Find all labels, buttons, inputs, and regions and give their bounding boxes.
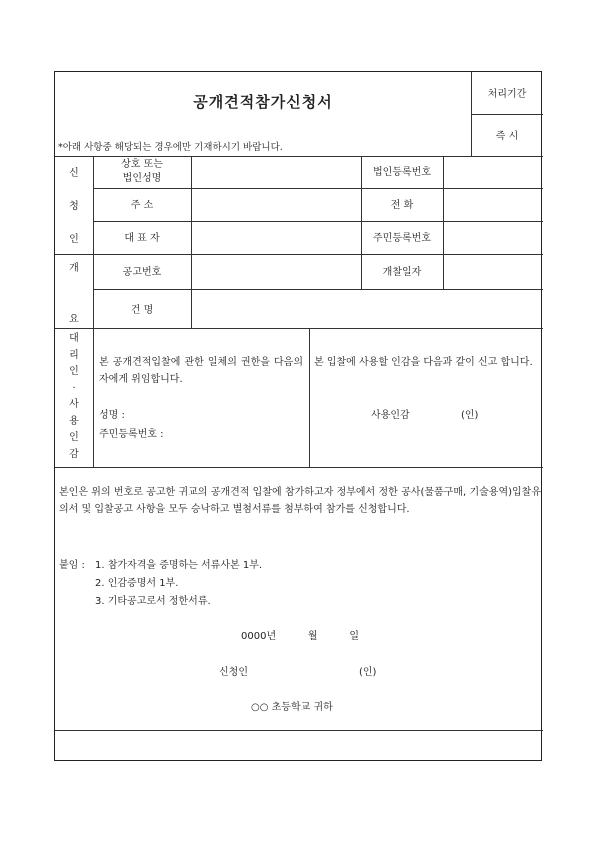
seal-stamp-area[interactable]	[415, 402, 459, 428]
representative-field[interactable]	[192, 222, 360, 253]
resident-reg-number-field[interactable]	[444, 222, 542, 253]
applicant-signature-label: 신청인	[219, 667, 248, 678]
overview-section-label: 개 요	[69, 263, 79, 325]
footer-divider	[55, 730, 543, 731]
seal-label: 사용인감	[371, 410, 410, 421]
attachments-label: 붙임 :	[59, 560, 85, 571]
corp-reg-number-field[interactable]	[444, 157, 542, 187]
address-label: 주 소	[130, 200, 154, 211]
processing-period-label: 처리기간	[487, 89, 527, 100]
applicant-signature-field[interactable]	[255, 662, 355, 680]
seal-mark: (인)	[461, 410, 479, 421]
application-form	[54, 71, 542, 761]
page-title: 공개견적참가신청서	[193, 93, 333, 111]
instruction-note: *아래 사항중 해당되는 경우에만 기재하시기 바랍니다.	[58, 142, 283, 153]
processing-period-value: 즉 시	[495, 131, 519, 142]
application-statement: 본인은 위의 번호로 공고한 귀교의 공개견적 입찰에 참가하고자 정부에서 정한 공사(물품구매, 기술용역)입찰유의서 및 입찰공고 사항을 모두 승낙하고 별첨서류를 첨부하여 참가를 신청합니다.	[59, 487, 541, 515]
company-name-label: 상호 또는 법인성명	[121, 159, 163, 184]
recipient-line: ○○ 초등학교 귀하	[251, 702, 333, 713]
address-field[interactable]	[192, 189, 360, 220]
case-name-field[interactable]	[192, 290, 542, 327]
resident-reg-number-label: 주민등록번호	[373, 233, 431, 244]
delegation-text: 본 공개견적입찰에 관한 일체의 권한을 다음의 자에게 위임합니다.	[99, 357, 303, 385]
applicant-seal-mark: (인)	[359, 667, 377, 678]
agent-resident-number-label: 주민등록번호 :	[99, 429, 164, 440]
notice-number-label: 공고번호	[122, 267, 162, 278]
agent-name-field[interactable]	[131, 407, 301, 423]
representative-label: 대 표 자	[124, 233, 160, 244]
attachment-item: 3. 기타공고로서 정한서류.	[95, 596, 211, 607]
phone-field[interactable]	[444, 189, 542, 220]
opening-date-label: 개찰일자	[382, 267, 422, 278]
attachment-item: 1. 참가자격을 증명하는 서류사본 1부.	[95, 560, 263, 571]
agent-section-label: 대 리 인 · 사 용 인 감	[69, 333, 79, 460]
opening-date-field[interactable]	[444, 255, 542, 288]
phone-label: 전 화	[390, 200, 414, 211]
applicant-section-label: 신 청 인	[69, 168, 79, 245]
notice-number-field[interactable]	[192, 255, 360, 288]
seal-declaration-text: 본 입찰에 사용할 인감을 다음과 같이 신고 합니다.	[314, 357, 533, 368]
date-line: 0000년 월 일	[241, 631, 360, 642]
company-name-field[interactable]	[192, 157, 360, 187]
case-name-label: 건 명	[130, 305, 154, 316]
agent-resident-number-field[interactable]	[177, 426, 301, 442]
attachment-item: 2. 인감증명서 1부.	[95, 578, 179, 589]
corp-reg-number-label: 법인등록번호	[373, 167, 431, 178]
agent-name-label: 성명 :	[99, 410, 125, 421]
